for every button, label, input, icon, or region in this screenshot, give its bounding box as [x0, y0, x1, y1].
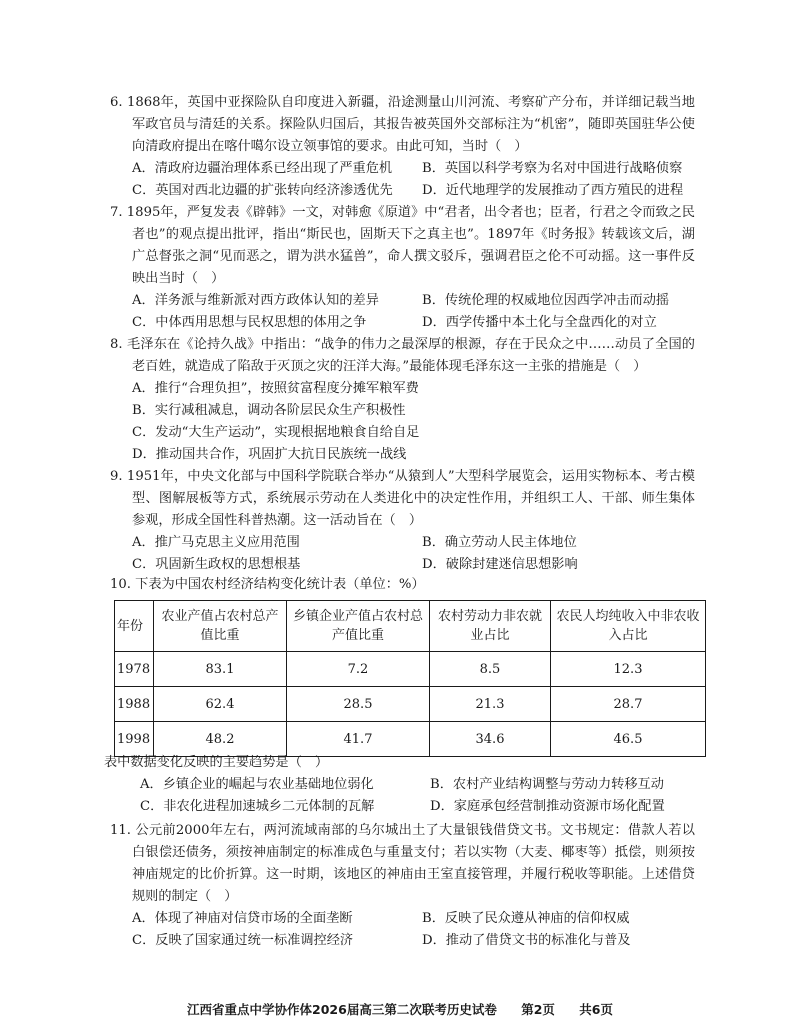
rural-economy-table	[114, 600, 706, 757]
option-a: A．推广马克思主义应用范围	[132, 535, 300, 550]
question-6	[110, 92, 695, 202]
table-cell: 83.1	[154, 652, 287, 687]
option-c: C．巩固新生政权的思想根基	[132, 557, 301, 572]
table-row	[115, 687, 706, 722]
question-7	[110, 202, 695, 334]
option-a: A．体现了神庙对信贷市场的全面垄断	[132, 911, 353, 926]
question-stem: 6. 1868年，英国中亚探险队自印度进入新疆，沿途测量山川河流、考察矿产分布，并详细记载当地军政官员与清廷的关系。探险队归国后，其报告被英国外交部标注为“机密”，随即英国驻华公使向清政府提出在喀什噶尔设立领事馆的要求。由此可知，当时（ ）	[110, 95, 695, 154]
page-footer	[0, 1000, 800, 1018]
option-c: C．非农化进程加速城乡二元体制的瓦解	[140, 799, 375, 814]
question-stem: 9. 1951年，中央文化部与中国科学院联合举办“从猿到人”大型科学展览会，运用实物标本、考古模型、图解展板等方式，系统展示劳动在人类进化中的决定性作用，并组织工人、干部、师生集体参观，形成全国性科普热潮。这一活动旨在（ ）	[110, 469, 695, 528]
question-10	[110, 574, 695, 596]
option-a: A．推行“合理负担”，按照贫富程度分摊军粮军费	[132, 381, 419, 396]
option-c: C．英国对西北边疆的扩张转向经济渗透优先	[132, 183, 393, 198]
table-header-row	[115, 601, 706, 652]
table-cell: 1978	[115, 652, 154, 687]
option-a: A．洋务派与维新派对西方政体认知的差异	[132, 293, 379, 308]
table-cell: 48.2	[154, 722, 287, 757]
table-header: 农民人均纯收入中非农收入占比	[551, 601, 706, 652]
table-header: 乡镇企业产值占农村总产值比重	[287, 601, 430, 652]
table-cell: 46.5	[551, 722, 706, 757]
option-b: B．反映了民众遵从神庙的信仰权威	[422, 911, 630, 926]
question-stem: 10. 下表为中国农村经济结构变化统计表（单位：%）	[110, 577, 425, 592]
question-9	[110, 466, 695, 576]
option-c: C．中体西用思想与民权思想的体用之争	[132, 315, 367, 330]
question-8	[110, 334, 695, 466]
question-stem: 8. 毛泽东在《论持久战》中指出：“战争的伟力之最深厚的根源，存在于民众之中……动员了全国的老百姓，就造成了陷敌于灭顶之灾的汪洋大海。”最能体现毛泽东这一主张的措施是（ ）	[110, 337, 695, 374]
table-cell: 62.4	[154, 687, 287, 722]
table-cell: 7.2	[287, 652, 430, 687]
option-c: C．反映了国家通过统一标准调控经济	[132, 933, 354, 948]
table-header: 年份	[115, 601, 154, 652]
table-cell: 28.5	[287, 687, 430, 722]
table-cell: 28.7	[551, 687, 706, 722]
page-total: 共6页	[579, 1002, 613, 1017]
table-cell: 12.3	[551, 652, 706, 687]
option-d: D．推动国共合作，巩固扩大抗日民族统一战线	[132, 447, 407, 462]
exam-title: 江西省重点中学协作体2026届高三第二次联考历史试卷	[187, 1002, 497, 1017]
question-10-options	[104, 752, 689, 818]
question-stem: 7. 1895年，严复发表《辟韩》一文，对韩愈《原道》中“君者，出令者也；臣者，行君之令而致之民者也”的观点提出批评，指出“斯民也，固斯天下之真主也”。1897年《时务报》转载该文后，湖广总督张之洞“见而恶之，谓为洪水猛兽”，命人撰文驳斥，强调君臣之伦不可动摇。这一事件反映出当时（ ）	[110, 205, 695, 286]
question-prompt: 表中数据变化反映的主要趋势是（ ）	[104, 755, 329, 770]
option-d: D．西学传播中本土化与全盘西化的对立	[422, 315, 657, 330]
table-row	[115, 652, 706, 687]
option-d: D．破除封建迷信思想影响	[422, 557, 578, 572]
option-b: B．农村产业结构调整与劳动力转移互动	[430, 777, 664, 792]
option-b: B．传统伦理的权威地位因西学冲击而动摇	[422, 293, 670, 308]
option-b: B．实行减租减息，调动各阶层民众生产积极性	[132, 403, 406, 418]
page-number: 第2页	[521, 1002, 555, 1017]
table-cell: 8.5	[430, 652, 551, 687]
question-stem: 11. 公元前2000年左右，两河流域南部的乌尔城出土了大量银钱借贷文书。文书规定：借款人若以白银偿还债务，须按神庙制定的标准成色与重量支付；若以实物（大麦、椰枣等）抵偿，则须按神庙规定的比价折算。这一时期，该地区的神庙由王室直接管理，并履行税收等职能。上述借贷规则的制定（ ）	[110, 823, 695, 904]
option-c: C．发动“大生产运动”，实现根据地粮食自给自足	[132, 425, 420, 440]
option-a: A．清政府边疆治理体系已经出现了严重危机	[132, 161, 393, 176]
table-cell: 41.7	[287, 722, 430, 757]
table-cell: 34.6	[430, 722, 551, 757]
option-b: B．英国以科学考察为名对中国进行战略侦察	[422, 161, 683, 176]
question-11	[110, 820, 695, 952]
option-d: D．近代地理学的发展推动了西方殖民的进程	[422, 183, 684, 198]
option-d: D．推动了借贷文书的标准化与普及	[422, 933, 631, 948]
option-b: B．确立劳动人民主体地位	[422, 535, 577, 550]
table-header: 农业产值占农村总产值比重	[154, 601, 287, 652]
option-a: A．乡镇企业的崛起与农业基础地位弱化	[140, 777, 374, 792]
option-d: D．家庭承包经营制推动资源市场化配置	[430, 799, 665, 814]
table-cell: 1998	[115, 722, 154, 757]
table-header: 农村劳动力非农就业占比	[430, 601, 551, 652]
table-cell: 1988	[115, 687, 154, 722]
table-cell: 21.3	[430, 687, 551, 722]
